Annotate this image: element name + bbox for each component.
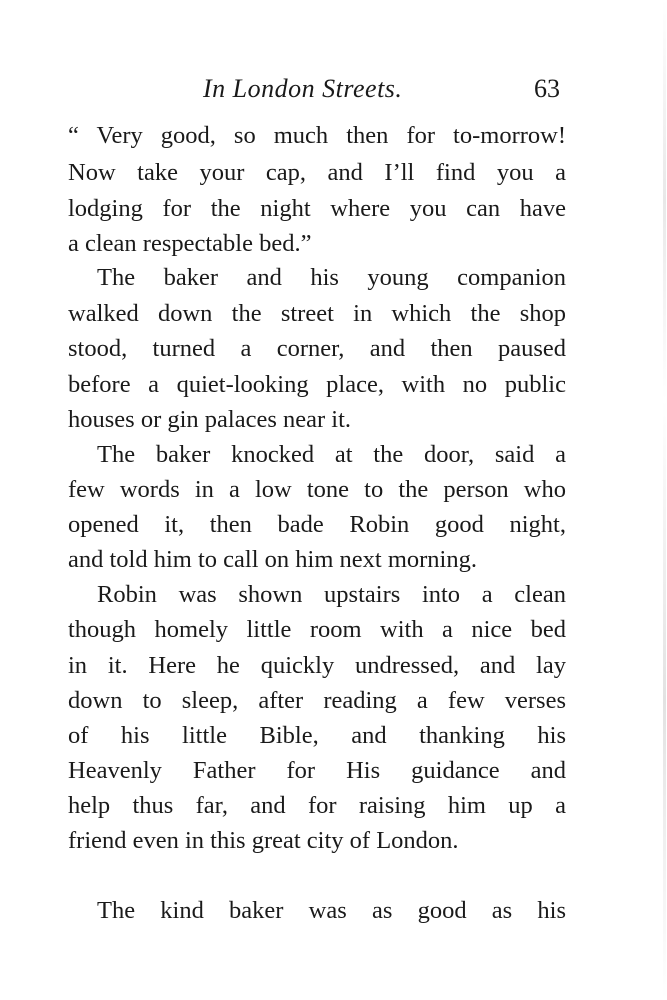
page-number: 63: [534, 74, 560, 103]
text-line: though homely little room with a nice bed: [68, 616, 566, 643]
text-line: walked down the street in which the shop: [68, 300, 566, 327]
text-line: Robin was shown upstairs into a clean: [97, 581, 566, 608]
text-line: of his little Bible, and thanking his: [68, 722, 566, 749]
text-line: opened it, then bade Robin good night,: [68, 511, 566, 538]
text-line: down to sleep, after reading a few verses: [68, 687, 566, 714]
text-line: The baker knocked at the door, said a: [97, 441, 566, 468]
text-line: Now take your cap, and I’ll find you a: [68, 159, 566, 186]
text-line: The baker and his young companion: [97, 264, 566, 291]
text-line: help thus far, and for raising him up a: [68, 792, 566, 819]
text-line: “ Very good, so much then for to-morrow!: [68, 122, 566, 149]
text-line: and told him to call on him next morning.: [68, 546, 477, 573]
text-line: lodging for the night where you can have: [68, 195, 566, 222]
text-line: The kind baker was as good as his: [97, 897, 566, 924]
text-line: a clean respectable bed.”: [68, 230, 312, 257]
text-line: stood, turned a corner, and then paused: [68, 335, 566, 362]
text-line: before a quiet-looking place, with no public: [68, 371, 566, 398]
text-line: houses or gin palaces near it.: [68, 406, 352, 433]
page-edge-shadow: [663, 0, 666, 1000]
text-line: few words in a low tone to the person who: [68, 476, 566, 503]
running-title: In London Streets.: [203, 74, 403, 103]
text-line: friend even in this great city of London.: [68, 827, 459, 854]
text-line: Heavenly Father for His guidance and: [68, 757, 566, 784]
text-line: in it. Here he quickly undressed, and lay: [68, 652, 566, 679]
